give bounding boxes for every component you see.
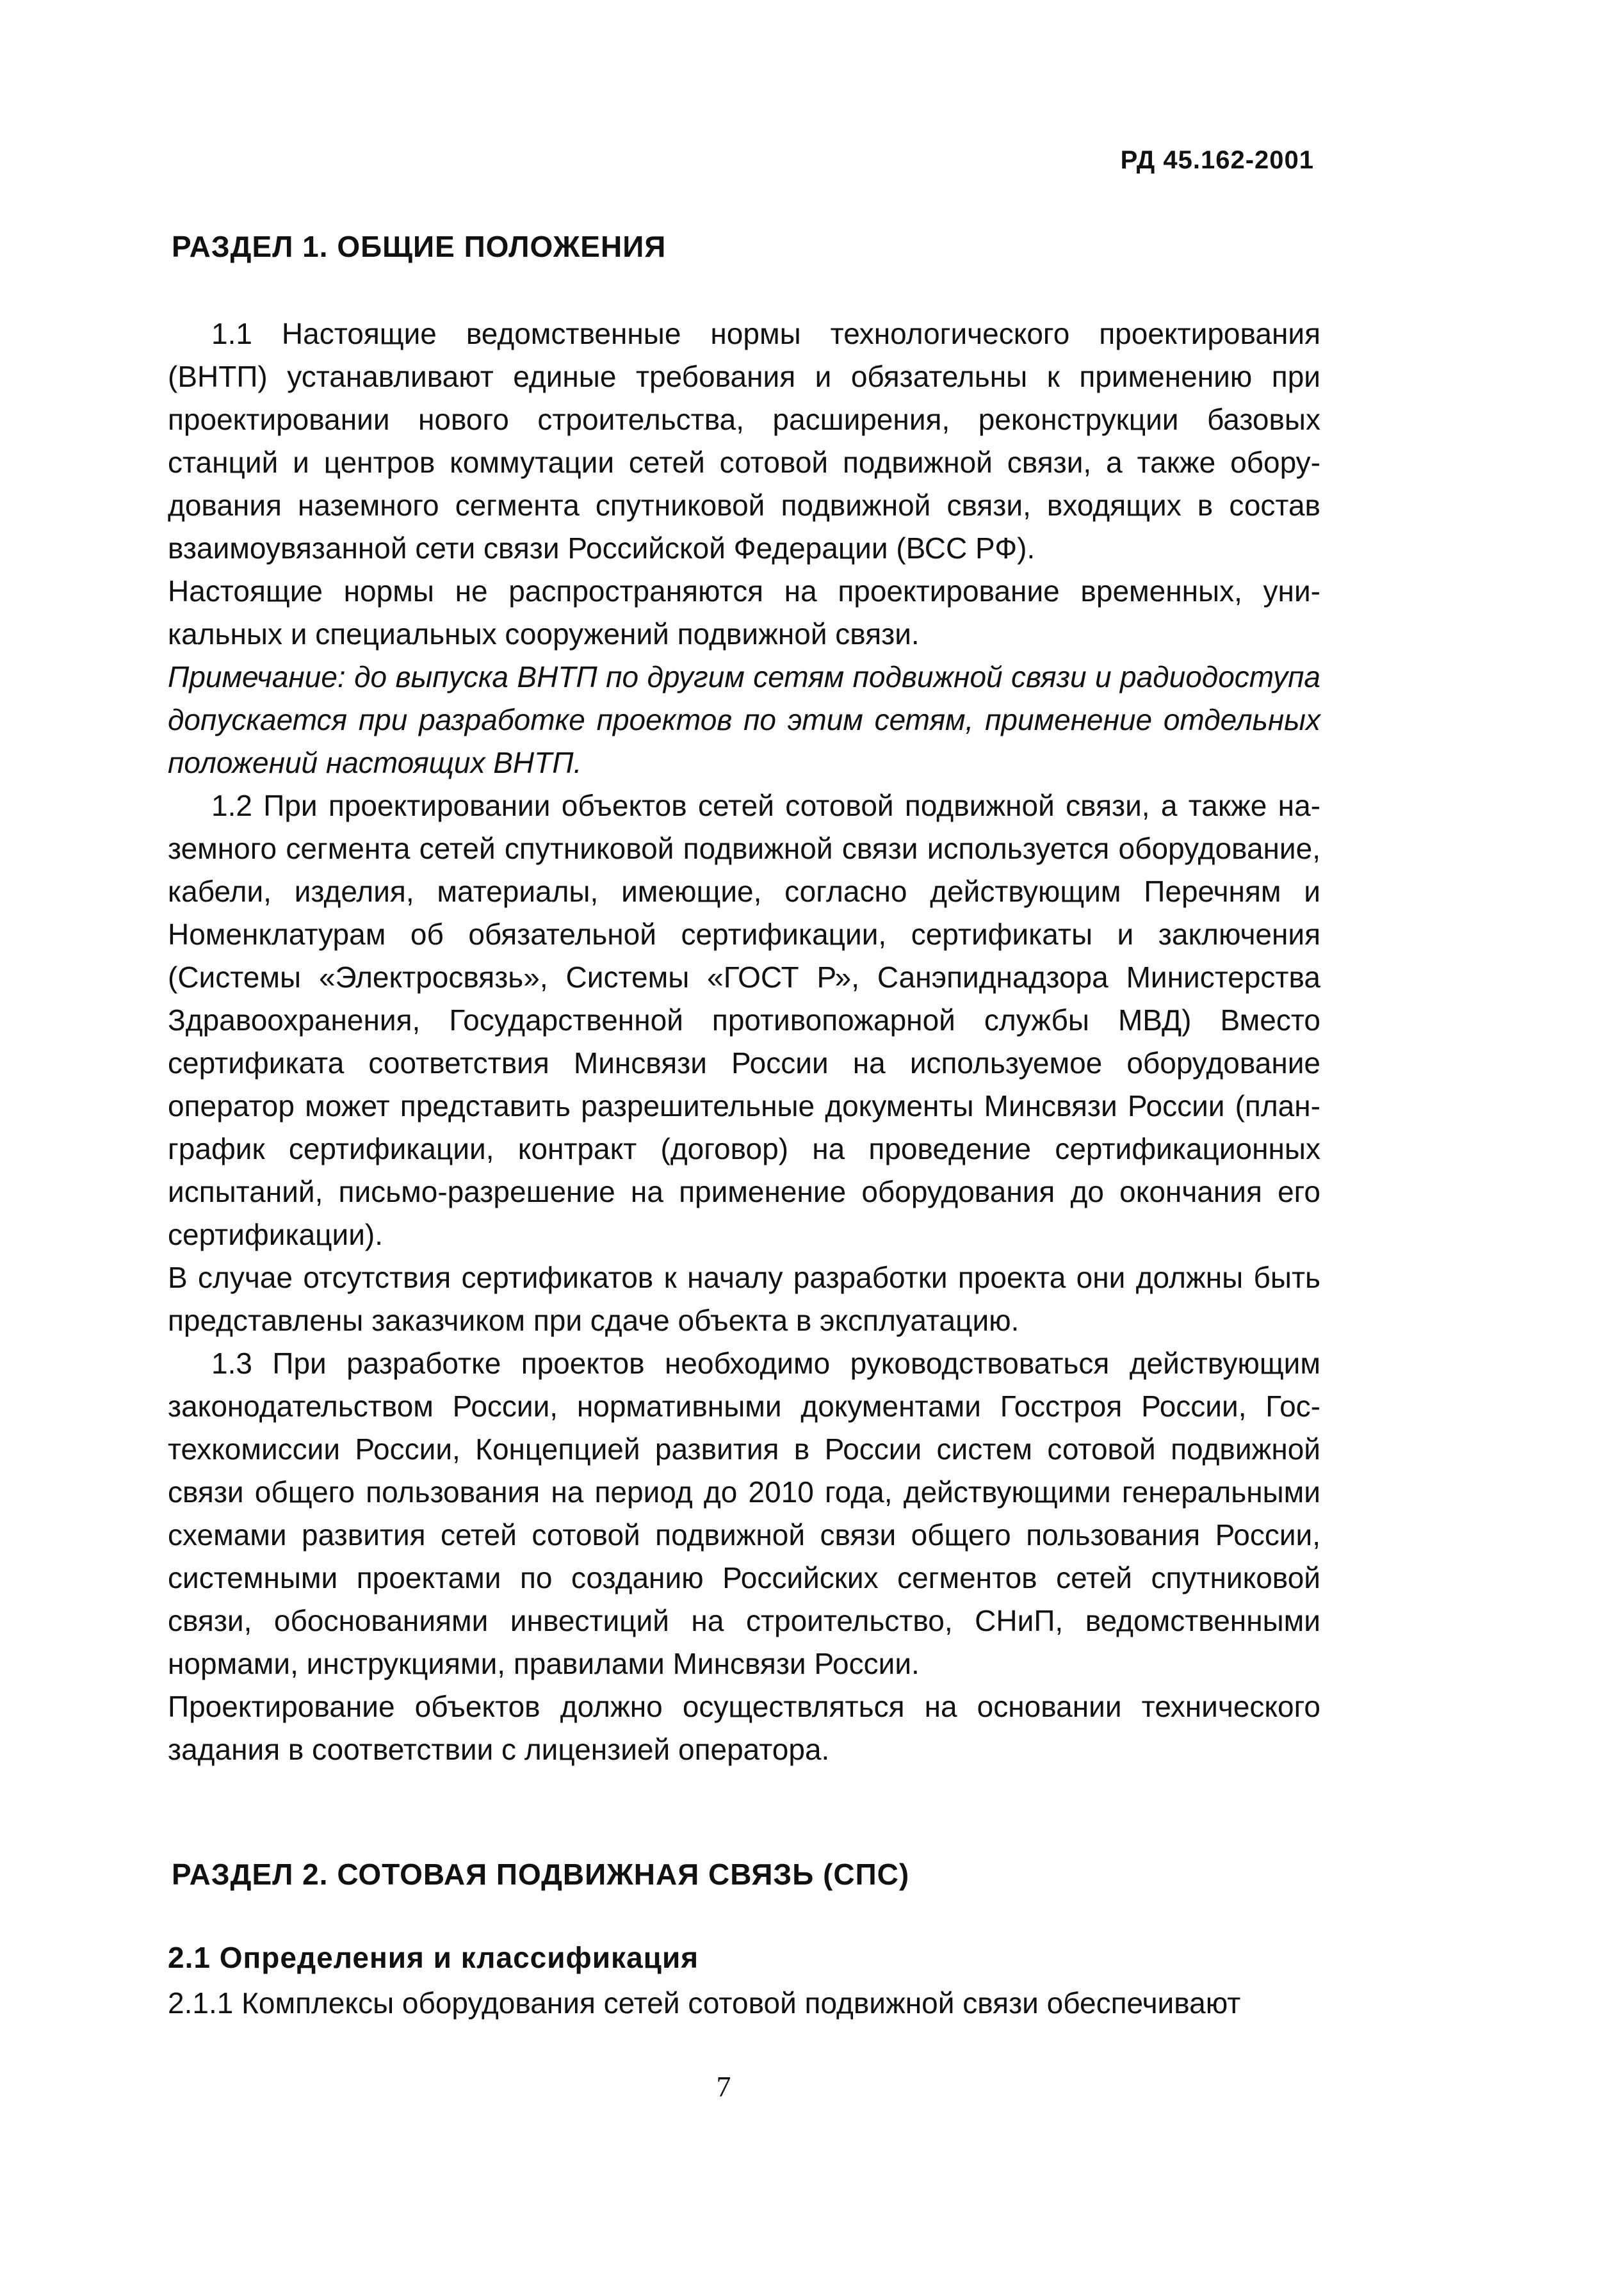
paragraph-scope: Настоящие нормы не распространяются на проектирование временных, уникальных и специальных сооружений подвижной связи. — [168, 574, 1320, 651]
paragraph-1-2: 1.2 При проектировании объектов сетей сотовой подвижной связи, а также наземного сегмента сетей спутниковой подвижной связи используется оборудование, кабели, изделия, материалы, имеющие, согласно действующим Перечням и Номенклатурам об обязательной сертификации, сертификаты и заключения (Системы «Электросвязь», Системы «ГОСТ Р», Санэпиднадзора Министерства Здравоохранения, Государственной противопожарной службы МВД) Вместо сертификата соответствия Минсвязи России на используемое оборудование оператор может представить разрешительные документы Минсвязи России (план-график сертификации, контракт (договор) на проведение сертификационных испытаний, письмо-разрешение на применение оборудования до окончания его сертификации). — [168, 789, 1320, 1251]
section-2-title: РАЗДЕЛ 2. СОТОВАЯ ПОДВИЖНАЯ СВЯЗЬ (СПС) — [172, 1858, 910, 1891]
paragraph-certificates: В случае отсутствия сертификатов к началу разработки проекта они должны быть представлены заказчиком при сдаче объекта в эксплуатацию. — [168, 1261, 1320, 1337]
paragraph-1-3: 1.3 При разработке проектов необходимо руководствоваться действующим законодательством России, нормативными документами Госстроя России, Гостехкомиссии России, Концепцией развития в России систем сотовой подвижной связи общего пользования на период до 2010 года, действующими генеральными схемами развития сетей сотовой подвижной связи общего пользования России, системными проектами по созданию Российских сегментов сетей спутниковой связи, обоснованиями инвестиций на строительство, СНиП, ведомственными нормами, инструкциями, правилами Минсвязи России. — [168, 1347, 1320, 1680]
subsection-2-1-title: 2.1 Определения и классификация — [168, 1941, 699, 1974]
paragraph-design-basis: Проектирование объектов должно осуществляться на основании технического задания в соответствии с лицензией оператора. — [168, 1690, 1320, 1766]
note-paragraph: Примечание: до выпуска ВНТП по другим сетям подвижной связи и радиодоступа допускается при разработке проектов по этим сетям, применение отдельных положений настоящих ВНТП. — [168, 660, 1320, 779]
paragraph-2-1-1: 2.1.1 Комплексы оборудования сетей сотовой подвижной связи обеспечивают — [168, 1986, 1241, 2020]
page-number: 7 — [716, 2070, 731, 2103]
section-1-title: РАЗДЕЛ 1. ОБЩИЕ ПОЛОЖЕНИЯ — [172, 230, 667, 263]
document-code: РД 45.162-2001 — [1120, 146, 1314, 174]
paragraph-1-1: 1.1 Настоящие ведомственные нормы технологического проектирования (ВНТП) устанавливают единые требования и обязательны к применению при проектировании нового строительства, расширения, реконструкции базовых станций и центров коммутации сетей сотовой подвижной связи, а также оборудования наземного сегмента спутниковой подвижной связи, входящих в состав взаимоувязанной сети связи Российской Федерации (ВСС РФ). — [168, 317, 1320, 565]
section-1-body — [168, 312, 1320, 1771]
